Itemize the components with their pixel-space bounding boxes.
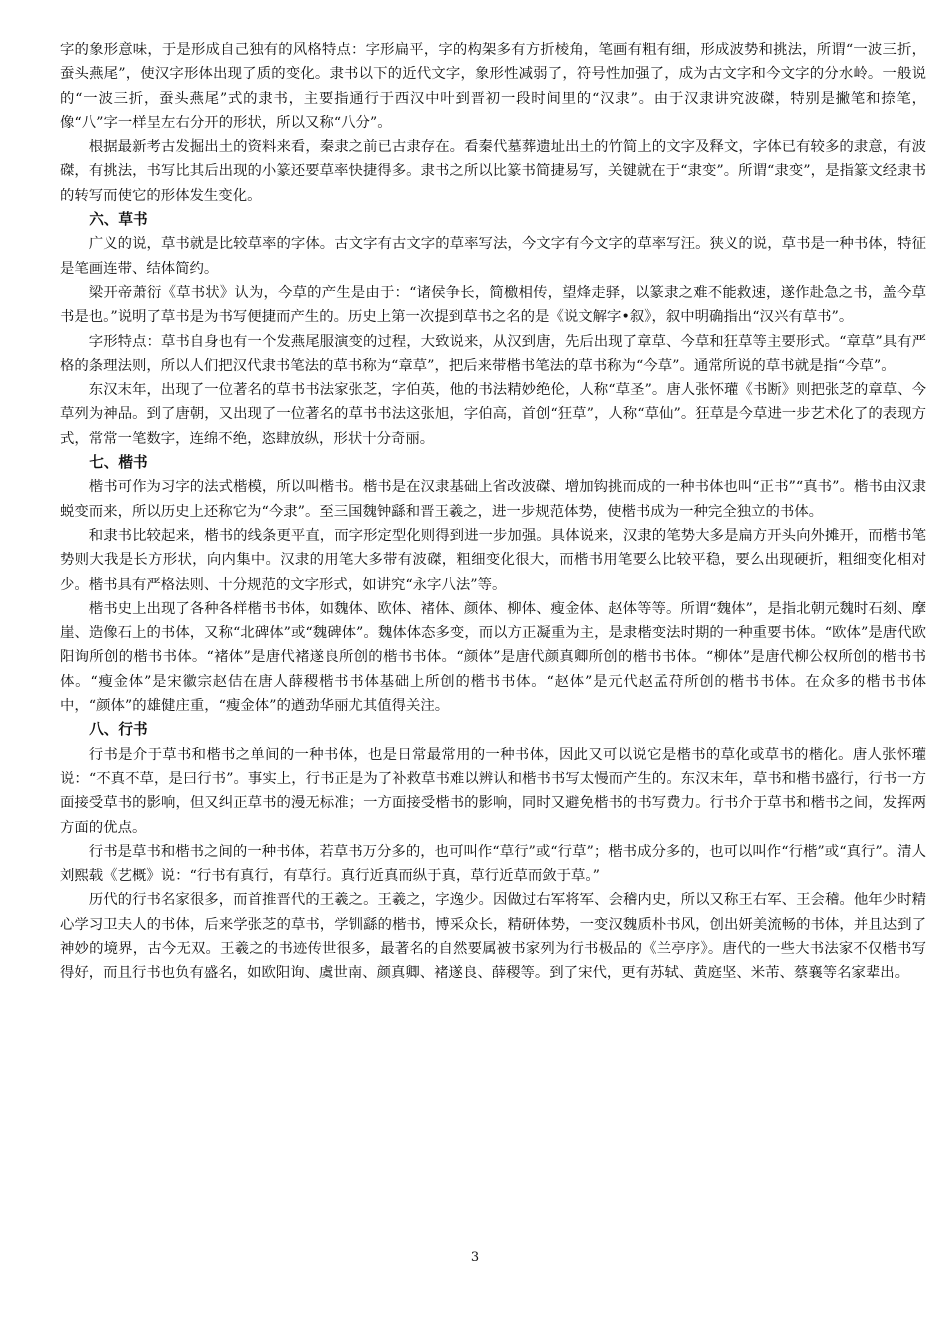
paragraph-lishu-origin: 根据最新考古发掘出土的资料来看，秦隶之前已古隶存在。看秦代墓葬遗址出土的竹简上的文字及释文，字体已有较多的隶意，有波磔，有挑法，书写比其后出现的小篆还要草率快捷得多。隶书之所以比篆书简捷易写，关键就在于“隶变”。所谓“隶变”，是指篆文经隶书的转写而使它的形体发生变化。 [60,139,926,204]
section-heading-xingshu: 八、行书 [89,721,148,739]
paragraph-xingshu-types: 行书是草书和楷书之间的一种书体，若草书万分多的，也可叫作“草行”或“行草”；楷书成分多的，也可以叫作“行楷”或“真行”。清人刘熙载《艺概》说：“行书有真行，有草行。真行近真而纵于真，草行近草而敛于草。” [60,843,926,885]
paragraph-caoshu-masters: 东汉末年，出现了一位著名的草书书法家张芝，字伯英，他的书法精妙绝伦，人称“草圣”。唐人张怀瓘《书断》则把张芝的章草、今草列为神品。到了唐朝，又出现了一位著名的草书书法这张旭，字伯高，首创“狂草”，人称“草仙”。狂草是今草进一步艺术化了的表现方式，常常一笔数字，连绵不绝，恣肆放纵，形状十分奇丽。 [60,382,926,447]
paragraph-kaishu-definition: 楷书可作为习字的法式楷模，所以叫楷书。楷书是在汉隶基础上省改波磔、增加钩挑而成的一种书体也叫“正书”“真书”。楷书由汉隶蜕变而来，所以历史上还称它为“今隶”。至三国魏钟繇和晋王羲之，进一步规范体势，使楷书成为一种完全独立的书体。 [60,479,926,520]
document-page [60,38,926,986]
paragraph-xingshu-definition: 行书是介于草书和楷书之单间的一种书体，也是日常最常用的一种书体，因此又可以说它是楷书的草化或草书的楷化。唐人张怀瓘说：“不真不草，是曰行书”。事实上，行书正是为了补救草书难以辨认和楷书书写太慢而产生的。东汉末年，草书和楷书盛行，行书一方面接受草书的影响，但又纠正草书的漫无标准；一方面接受楷书的影响，同时又避免楷书的书写费力。行书介于草书和楷书之间，发挥两方面的优点。 [60,746,926,836]
paragraph-kaishu-styles: 楷书史上出现了各种各样楷书书体，如魏体、欧体、褚体、颜体、柳体、瘦金体、赵体等等。所谓“魏体”，是指北朝元魏时石刻、摩崖、造像石上的书体，又称“北碑体”或“魏碑体”。魏体体态多变，而以方正凝重为主，是隶楷变法时期的一种重要书体。“欧体”是唐代欧阳询所创的楷书书体。“褚体”是唐代褚遂良所创的楷书书体。“颜体”是唐代颜真卿所创的楷书书体。“柳体”是唐代柳公权所创的楷书书体。“瘦金体”是宋徽宗赵佶在唐人薛稷楷书书体基础上所创的楷书书体。“赵体”是元代赵孟苻所创的楷书书体。在众多的楷书书体中，“颜体”的雄健庄重，“瘦金体”的遒劲华丽尤其值得关注。 [60,600,926,715]
section-heading-kaishu: 七、楷书 [89,454,148,472]
paragraph-caoshu-features: 字形特点：草书自身也有一个发燕尾服演变的过程，大致说来，从汉到唐，先后出现了章草、今草和狂草等主要形式。“章草”具有严格的条理法则，所以人们把汉代隶书笔法的草书称为“章草”，把后来带楷书笔法的草书称为“今草”。通常所说的草书就是指“今草”。 [60,333,926,374]
paragraph-caoshu-history: 梁开帝萧衍《草书状》认为，今草的产生是由于：“诸侯争长，简檄相传，望烽走驿，以篆隶之难不能救速，遂作赴急之书，盖今草书是也。”说明了草书是为书写便捷而产生的。历史上第一次提到草书之名的是《说文解字•叙》，叙中明确指出“汉兴有草书”。 [60,284,926,326]
paragraph-lishu-features: 字的象形意味，于是形成自己独有的风格特点：字形扁平，字的构架多有方折棱角，笔画有粗有细，形成波势和挑法，所谓“一波三折，蚕头燕尾”，使汉字形体出现了质的变化。隶书以下的近代文字，象形性减弱了，符号性加强了，成为古文字和今文字的分水岭。一般说的“一波三折，蚕头燕尾”式的隶书，主要指通行于西汉中叶到晋初一段时间里的“汉隶”。由于汉隶讲究波磔，特别是撇笔和捺笔，像“八”字一样呈左右分开的形状，所以又称“八分”。 [60,42,926,131]
paragraph-xingshu-masters: 历代的行书名家很多，而首推晋代的王羲之。王羲之，字逸少。因做过右军将军、会稽内史，所以又称王右军、王会稽。他年少时精心学习卫夫人的书体，后来学张芝的草书，学钏繇的楷书，博采众长，精研体势，一变汉魏质朴书风，创出妍美流畅的书体，并且达到了神妙的境界，古今无双。王羲之的书迹传世很多，最著名的自然要属被书家列为行书极品的《兰亭序》。唐代的一些大书法家不仅楷书写得好，而且行书也负有盛名，如欧阳询、虞世南、颜真卿、褚遂良、薛稷等。到了宋代，更有苏轼、黄庭坚、米芾、蔡襄等名家辈出。 [60,892,926,982]
paragraph-caoshu-definition: 广义的说，草书就是比较草率的字体。古文字有古文字的草率写法，今文字有今文字的草率写汪。狭义的说，草书是一种书体，特征是笔画连带、结体简约。 [60,236,926,277]
paragraph-kaishu-comparison: 和隶书比较起来，楷书的线条更平直，而字形定型化则得到进一步加强。具体说来，汉隶的笔势大多是扁方开头向外摊开，而楷书笔势则大我是长方形状，向内集中。汉隶的用笔大多带有波磔，粗细变化很大，而楷书用笔要么比较平稳，要么出现硬折，粗细变化相对少。楷书具有严格法则、十分规范的文字形式，如讲究“永字八法”等。 [60,527,926,593]
page-number: 3 [470,1250,480,1265]
section-heading-caoshu: 六、草书 [89,211,148,229]
